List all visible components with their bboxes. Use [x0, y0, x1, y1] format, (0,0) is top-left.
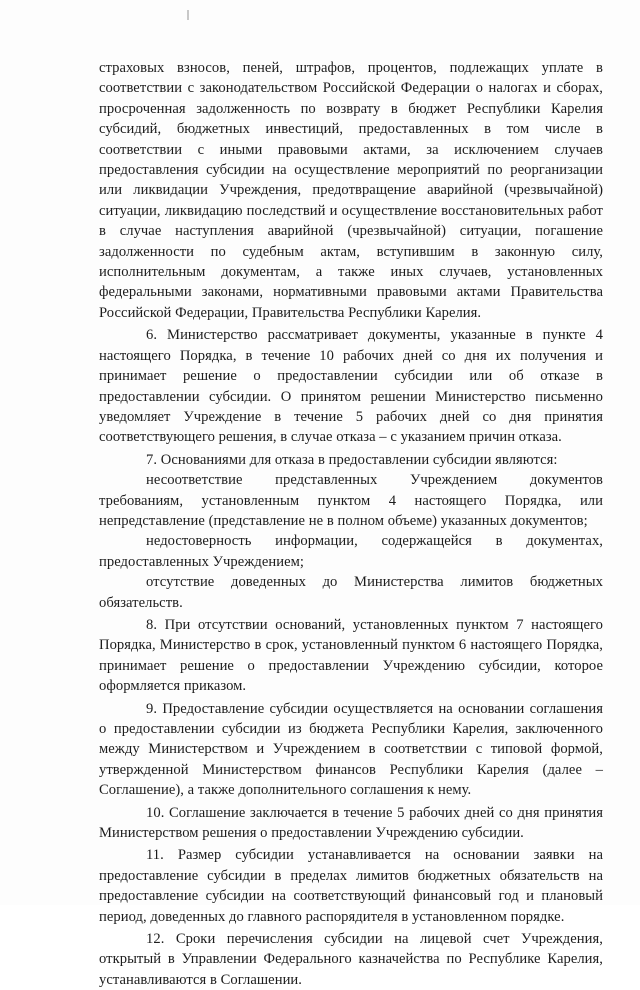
paragraph-item-7: 7. Основаниями для отказа в предоставлении субсидии являются: [146, 451, 558, 468]
paragraph-item-8: 8. При отсутствии оснований, установленных пунктом 7 настоящего Порядка, Министерство в срок, установленный пунктом 6 настоящего Порядка, принимает решение о предоставлении Учреждению субсидии, которое оформляется приказом. [99, 616, 603, 695]
paragraph-item-7-reason-1: несоответствие представленных Учреждением документов требованиям, установленным пунктом 4 настоящего Порядка, или непредставление (представление не в полном объеме) указанных документов; [99, 472, 603, 529]
paragraph-item-9: 9. Предоставление субсидии осуществляется на основании соглашения о предоставлении субсидии из бюджета Республики Карелия, заключенного между Министерством и Учреждением в соответствии с типовой формой, утвержденной Министерством финансов Республики Карелия (далее – Соглашение), а также дополнительного соглашения к нему. [99, 700, 603, 799]
paragraph-item-12: 12. Сроки перечисления субсидии на лицевой счет Учреждения, открытый в Управлении Федерального казначейства по Республике Карелия, устанавливаются в Соглашении. [99, 931, 603, 988]
scan-mark [187, 10, 189, 20]
paragraph-item-7-reason-3: отсутствие доведенных до Министерства лимитов бюджетных обязательств. [99, 574, 603, 611]
paragraph-item-10: 10. Соглашение заключается в течение 5 рабочих дней со дня принятия Министерством решения о предоставлении Учреждению субсидии. [99, 804, 603, 842]
paragraph-item-11: 11. Размер субсидии устанавливается на основании заявки на предоставление субсидии в пределах лимитов бюджетных обязательств на предоставление субсидии на соответствующий финансовый год и плановый период, доведенных до главного распорядителя в установленном порядке. [99, 847, 603, 925]
paragraph-item-6: 6. Министерство рассматривает документы, указанные в пункте 4 настоящего Порядка, в течение 10 рабочих дней со дня их получения и принимает решение о предоставлении субсидии или об отказе в предоставлении субсидии. О принятом решении Министерство письменно уведомляет Учреждение в течение 5 рабочих дней со дня принятия соответствующего решения, в случае отказа – с указанием причин отказа. [99, 327, 603, 446]
paragraph-item-7-reason-2: недостоверность информации, содержащейся в документах, предоставленных Учреждением; [99, 533, 603, 570]
document-body [99, 58, 603, 990]
paragraph-continuation: страховых взносов, пеней, штрафов, процентов, подлежащих уплате в соответствии с законодательством Российской Федерации о налогах и сборах, просроченная задолженность по возврату в бюджет Республики Карелия субсидий, бюджетных инвестиций, предоставленных в том числе в соответствии с иными правовыми актами, за исключением случаев предоставления субсидии на осуществление мероприятий по реорганизации или ликвидации Учреждения, предотвращение аварийной (чрезвычайной) ситуации, ликвидацию последствий и осуществление восстановительных работ в случае наступления аварийной (чрезвычайной) ситуации, погашение задолженности по судебным актам, вступившим в законную силу, исполнительным документам, а также иных случаев, установленных федеральными законами, нормативными правовыми актами Правительства Российской Федерации, Правительства Республики Карелия. [99, 60, 603, 321]
